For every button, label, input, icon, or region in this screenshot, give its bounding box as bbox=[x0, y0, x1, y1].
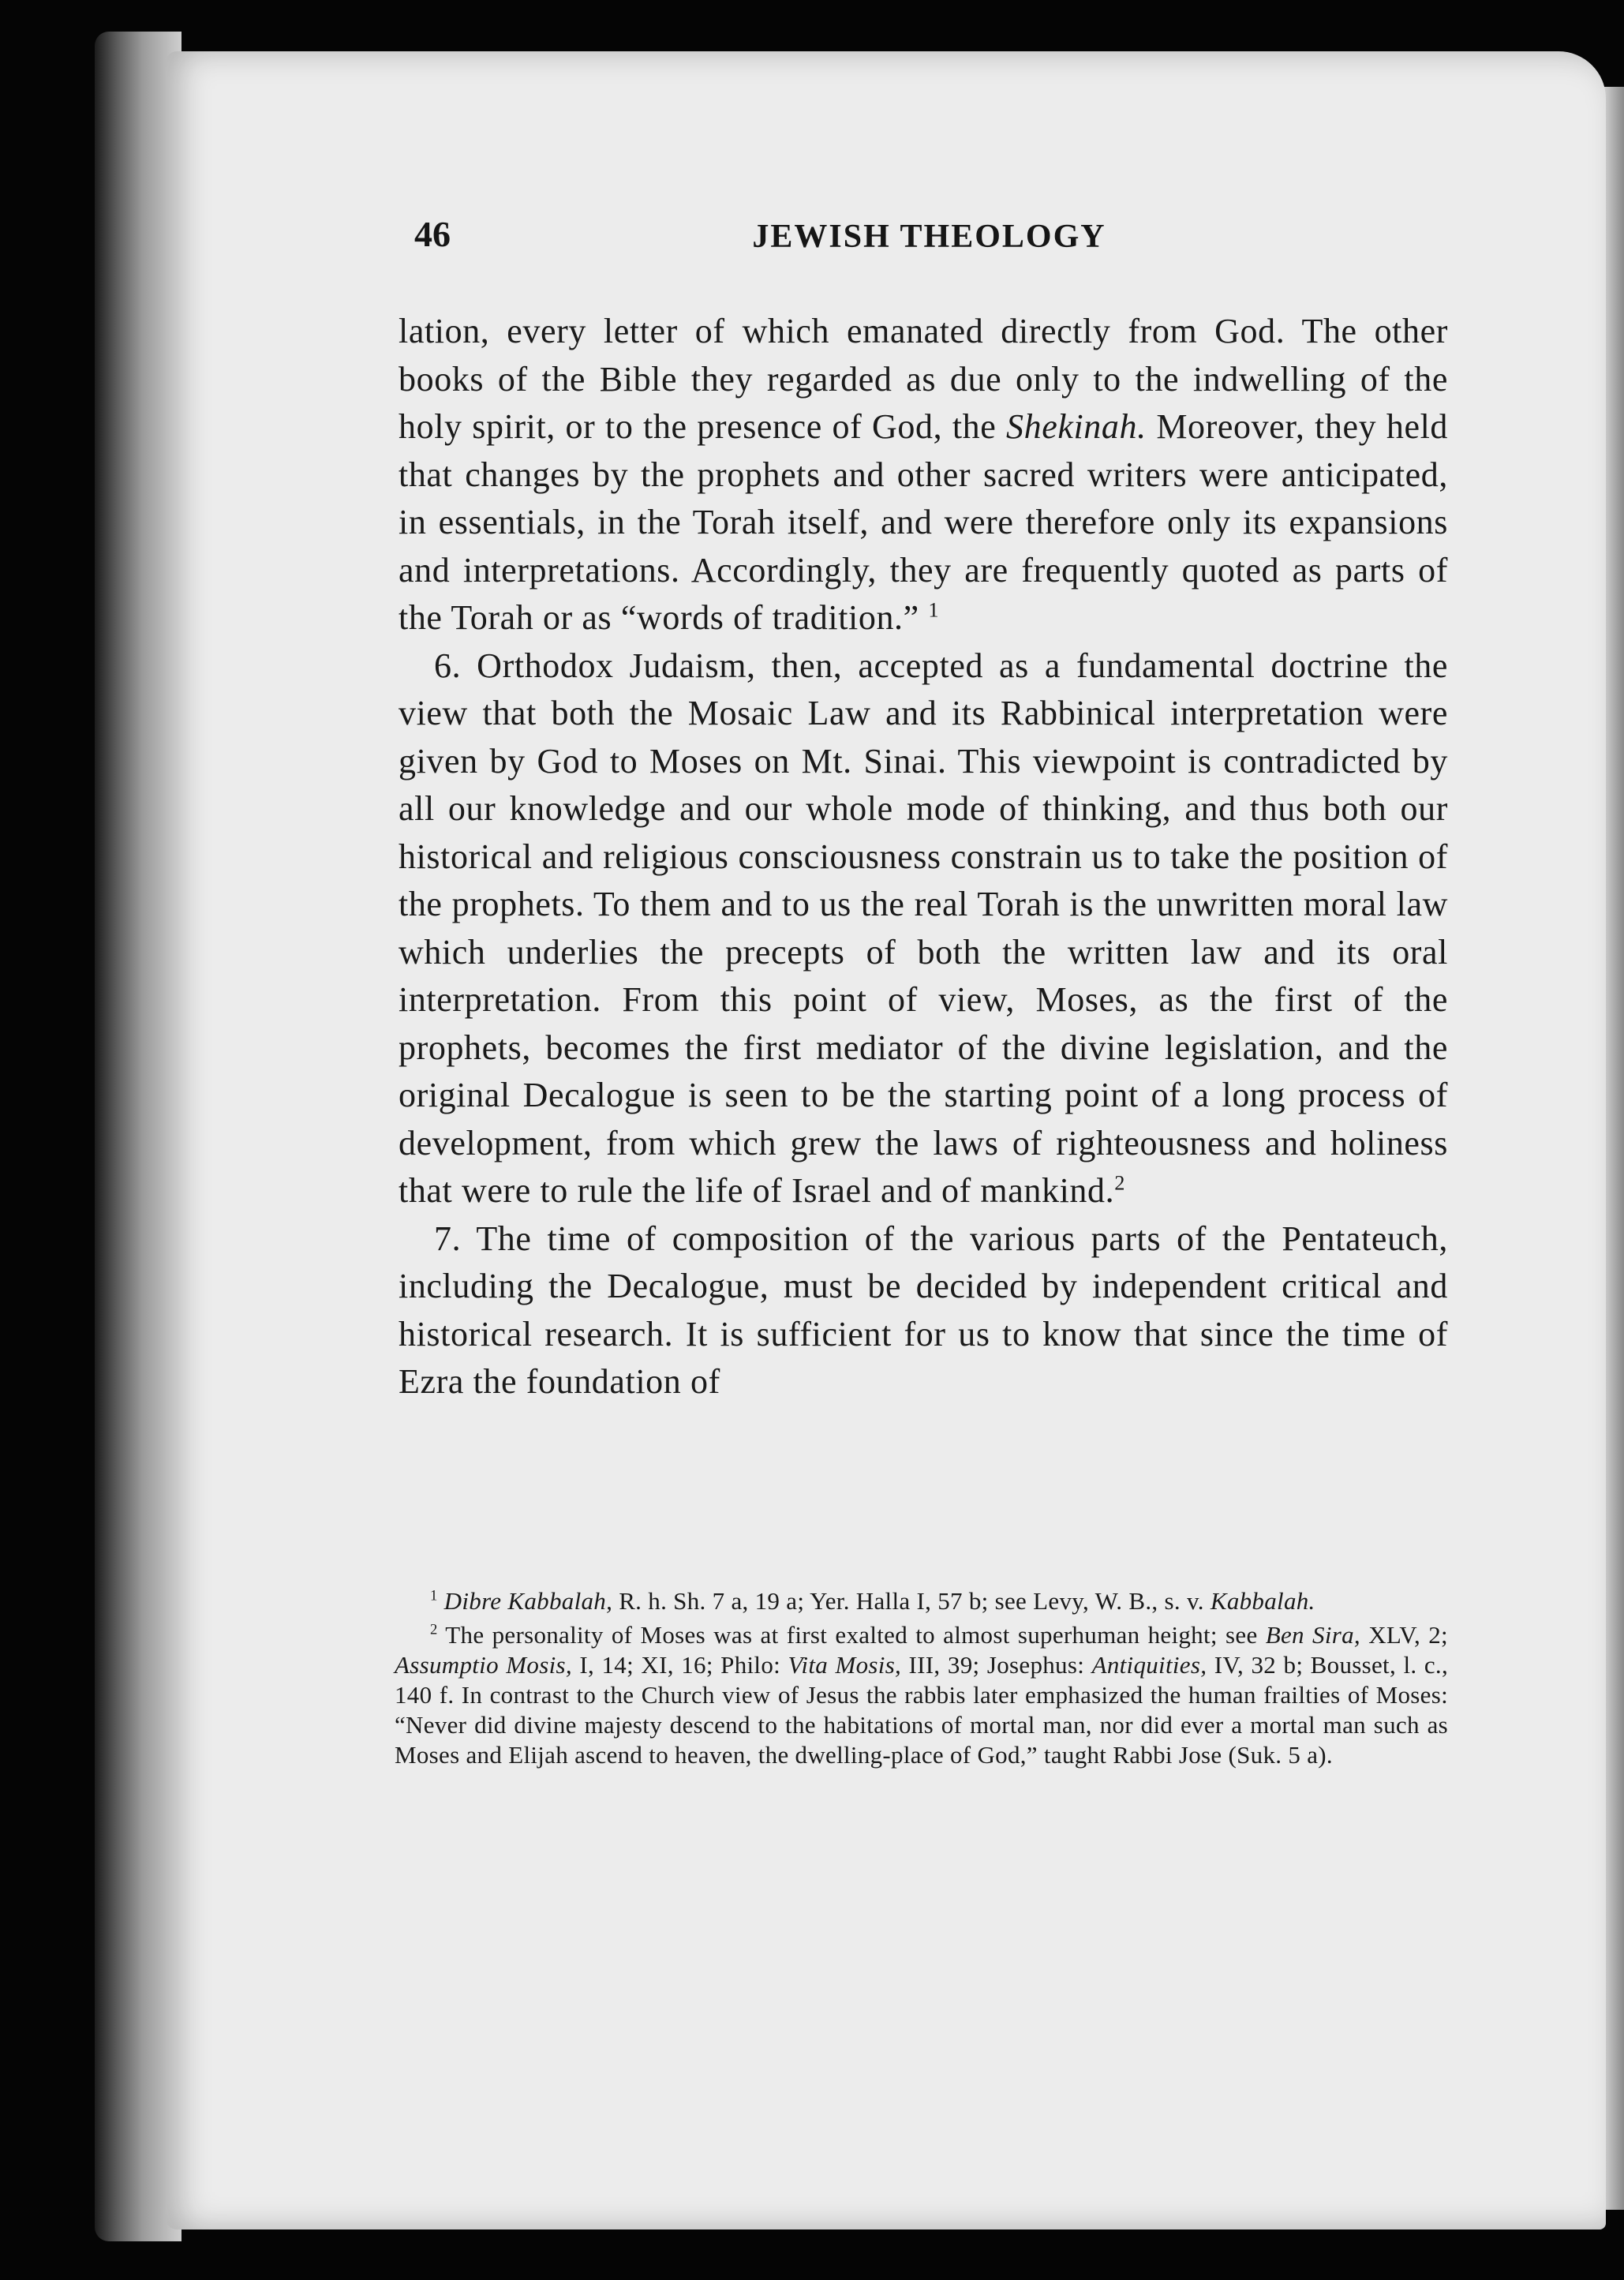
footnote-text: III, 39; Josephus: bbox=[901, 1651, 1092, 1679]
italic-title: Dibre Kabbalah, bbox=[443, 1587, 613, 1615]
footnote-reference: 1 bbox=[928, 597, 940, 622]
paragraph-continued bbox=[399, 308, 1448, 642]
body-text bbox=[399, 308, 1448, 1406]
footnote-marker: 1 bbox=[430, 1587, 438, 1604]
italic-title: Ben Sira, bbox=[1265, 1621, 1360, 1649]
paragraph-text: lation, every letter of which emanated directly from God. The other books of the Bible they regarded as due only to the indwelling of the holy spirit, or to the presence of God, the bbox=[399, 312, 1448, 446]
italic-title: Antiquities, bbox=[1091, 1651, 1207, 1679]
paragraph-text: Moreover, they held that changes by the prophets and other sacred writers were anticipated, in essentials, in the Torah itself, and were therefore only its expansions and interpretations. Accordingly, they are frequently quoted as parts of the Torah or as “words of tradition.” bbox=[399, 407, 1449, 637]
footnote-1 bbox=[395, 1586, 1448, 1616]
footnote-text: The personality of Moses was at first exalted to almost superhuman height; see bbox=[445, 1621, 1266, 1649]
paragraph-6 bbox=[399, 642, 1448, 1215]
italic-title: Assumptio Mosis, bbox=[395, 1651, 572, 1679]
footnote-text: R. h. Sh. 7 a, 19 a; Yer. Halla I, 57 b; see Levy, W. B., s. v. bbox=[612, 1587, 1211, 1615]
paragraph-text: 6. Orthodox Judaism, then, accepted as a fundamental doctrine the view that both the Mosaic Law and its Rabbinical interpretation were given by God to Moses on Mt. Sinai. This viewpoint is contradicted by all our knowledge and our whole mode of thinking, and thus both our historical and religious consciousness constrain us to take the position of the prophets. To them and to us the real Torah is the unwritten moral law which underlies the precepts of both the written law and its oral interpretation. From this point of view, Moses, as the first of the prophets, becomes the first mediator of the divine legislation, and the original Decalogue is seen to be the starting point of a long process of development, from which grew the laws of righteousness and holiness that were to rule the life of Israel and of mankind. bbox=[399, 646, 1448, 1210]
paragraph-text: 7. The time of composition of the various parts of the Pentateuch, including the Decalogue, must be decided by independent critical and historical research. It is sufficient for us to know that since the time of Ezra the foundation of bbox=[399, 1219, 1448, 1401]
footnote-text: I, 14; XI, 16; Philo: bbox=[571, 1651, 788, 1679]
running-title: JEWISH THEOLOGY bbox=[752, 219, 1106, 255]
running-head bbox=[414, 213, 1444, 268]
footnote-2 bbox=[395, 1620, 1448, 1770]
page-number: 46 bbox=[414, 214, 451, 254]
footnote-text: IV, 32 b; Bousset, l. c., 140 f. In contrast to the Church view of Jesus the rabbis later emphasized the human frailties of Moses: “Never did divine majesty descend to the habitations of mortal man, nor did ever a mortal man such as Moses and Elijah ascend to heaven, the dwelling-place of God,” taught Rabbi Jose (Suk. 5 a). bbox=[395, 1651, 1449, 1769]
footnote-marker: 2 bbox=[430, 1621, 438, 1638]
italic-title: Vita Mosis, bbox=[788, 1651, 902, 1679]
paragraph-7 bbox=[399, 1215, 1448, 1406]
italic-title: Kabbalah. bbox=[1210, 1587, 1315, 1615]
footnote-reference: 2 bbox=[1114, 1170, 1126, 1195]
footnote-text: XLV, 2; bbox=[1360, 1621, 1448, 1649]
footnotes bbox=[395, 1586, 1448, 1774]
italic-term: Shekinah. bbox=[1006, 407, 1147, 446]
